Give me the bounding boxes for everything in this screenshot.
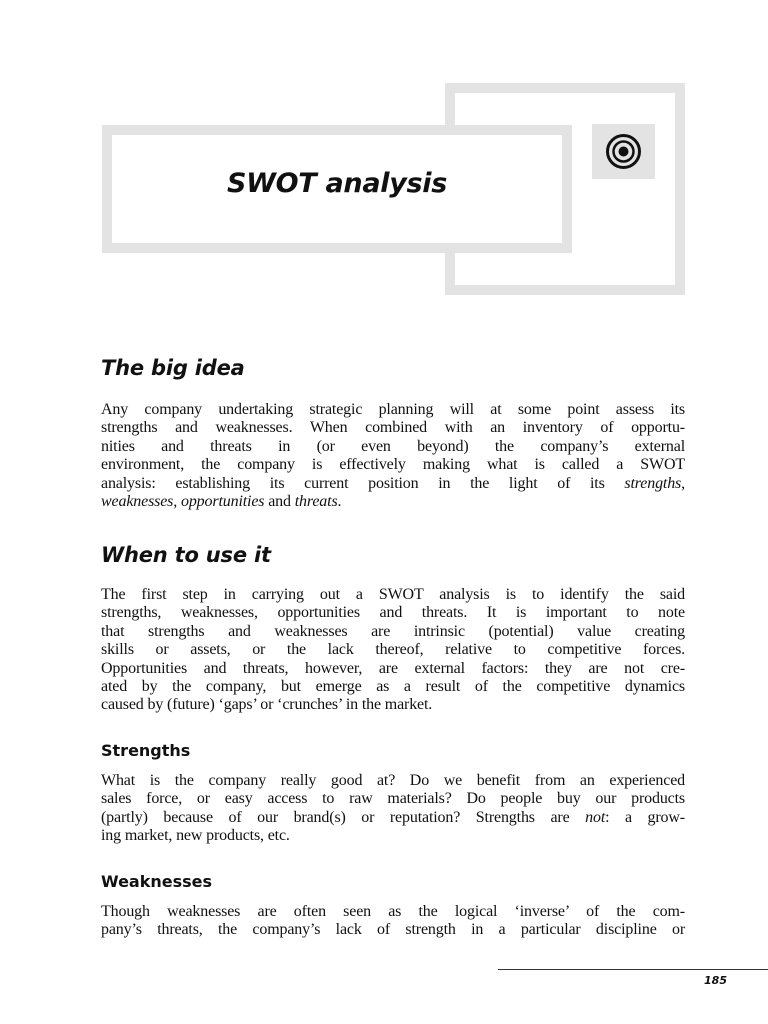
text-line: sales force, or easy access to raw materials? Do people buy our products [101, 790, 685, 808]
chapter-icon-box [592, 124, 655, 179]
text-run: , [173, 493, 181, 511]
chapter-title: SWOT analysis [226, 168, 447, 199]
heading-strengths: Strengths [101, 741, 191, 760]
text-line: ated by the company, but emerge as a result of the competitive dynamics [101, 678, 685, 696]
emphasis-weaknesses: weaknesses [101, 493, 174, 511]
text-line: ing market, new products, etc. [101, 827, 290, 845]
text-run: : a grow- [605, 808, 685, 826]
emphasis-not: not [585, 808, 606, 826]
text-run: analysis: establishing its current position in the light of its [101, 474, 625, 492]
footer-rule [498, 969, 768, 970]
text-line: strengths and weaknesses. When combined with an inventory of opportu- [101, 419, 685, 437]
paragraph-when-to-use [101, 586, 685, 715]
text-line: nities and threats in (or even beyond) the company’s external [101, 437, 685, 455]
text-line: environment, the company is effectively making what is called a SWOT [101, 456, 685, 474]
text-line: that strengths and weaknesses are intrinsic (potential) value creating [101, 622, 685, 640]
paragraph-strengths [101, 772, 685, 846]
target-icon [605, 133, 642, 170]
text-line: skills or assets, or the lack thereof, relative to competitive forces. [101, 641, 685, 659]
paragraph-big-idea [101, 401, 685, 511]
heading-when-to-use: When to use it [101, 543, 271, 567]
text-line [101, 475, 685, 493]
heading-big-idea: The big idea [101, 356, 245, 380]
text-line [101, 809, 685, 827]
text-line [101, 493, 685, 511]
text-run: . [337, 493, 342, 511]
text-line: The first step in carrying out a SWOT analysis is to identify the said [101, 586, 685, 603]
text-line: pany’s threats, the company’s lack of strength in a particular discipline or [101, 921, 685, 939]
emphasis-threats: threats [294, 493, 338, 511]
heading-weaknesses: Weaknesses [101, 872, 213, 891]
text-line: strengths, weaknesses, opportunities and threats. It is important to note [101, 604, 685, 622]
text-line: What is the company really good at? Do we benefit from an experienced [101, 772, 685, 789]
emphasis-strengths: strengths [624, 474, 682, 492]
page-number: 185 [704, 974, 727, 987]
text-run: (partly) because of our brand(s) or reputation? Strengths are [101, 808, 586, 826]
text-line: Opportunities and threats, however, are external factors: they are not cre- [101, 659, 685, 677]
emphasis-opportunities: opportunities [180, 493, 265, 511]
text-line: caused by (future) ‘gaps’ or ‘crunches’ in the market. [101, 696, 433, 714]
paragraph-weaknesses [101, 903, 685, 940]
text-run: , [681, 474, 685, 492]
text-line: Any company undertaking strategic planning will at some point assess its [101, 401, 685, 418]
text-line: Though weaknesses are often seen as the logical ‘inverse’ of the com- [101, 903, 685, 920]
text-run: and [264, 493, 295, 511]
